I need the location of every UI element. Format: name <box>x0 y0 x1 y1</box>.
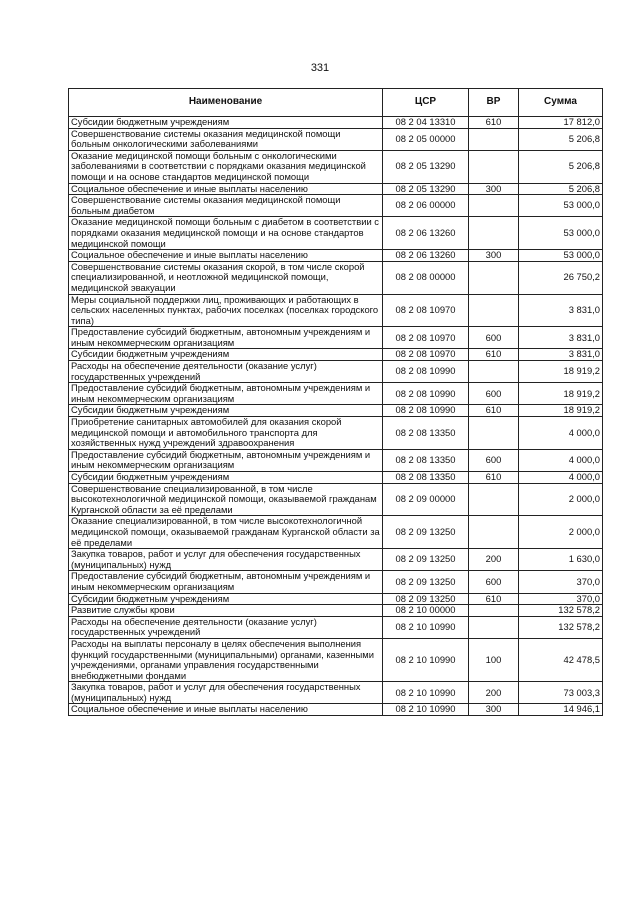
csr-cell: 08 2 09 13250 <box>383 549 469 571</box>
name-cell: Меры социальной поддержки лиц, проживающих и работающих в сельских населенных пунктах, рабочих поселках (поселках городского типа) <box>69 294 383 327</box>
name-cell: Совершенствование специализированной, в том числе высокотехнологичной медицинской помощи, оказываемой гражданам Курганской области за её пределами <box>69 483 383 516</box>
sum-cell: 370,0 <box>519 593 603 605</box>
vr-cell <box>469 261 519 294</box>
table-row <box>69 383 603 405</box>
sum-cell: 18 919,2 <box>519 383 603 405</box>
sum-cell: 3 831,0 <box>519 294 603 327</box>
csr-cell: 08 2 09 00000 <box>383 483 469 516</box>
vr-cell <box>469 605 519 617</box>
budget-table <box>68 88 603 716</box>
name-cell: Социальное обеспечение и иные выплаты населению <box>69 704 383 716</box>
table-body <box>69 117 603 716</box>
name-cell: Субсидии бюджетным учреждениям <box>69 405 383 417</box>
csr-cell: 08 2 08 13350 <box>383 449 469 471</box>
sum-cell: 4 000,0 <box>519 417 603 450</box>
table-row <box>69 250 603 262</box>
name-cell: Расходы на обеспечение деятельности (оказание услуг) государственных учреждений <box>69 361 383 383</box>
vr-cell <box>469 217 519 250</box>
name-cell: Закупка товаров, работ и услуг для обеспечения государственных (муниципальных) нужд <box>69 682 383 704</box>
name-cell: Закупка товаров, работ и услуг для обеспечения государственных (муниципальных) нужд <box>69 549 383 571</box>
csr-cell: 08 2 06 00000 <box>383 195 469 217</box>
sum-cell: 17 812,0 <box>519 117 603 129</box>
name-cell: Предоставление субсидий бюджетным, автономным учреждениям и иным некоммерческим организациям <box>69 449 383 471</box>
name-cell: Субсидии бюджетным учреждениям <box>69 349 383 361</box>
csr-cell: 08 2 10 00000 <box>383 605 469 617</box>
name-cell: Социальное обеспечение и иные выплаты населению <box>69 183 383 195</box>
sum-cell: 1 630,0 <box>519 549 603 571</box>
vr-cell: 300 <box>469 704 519 716</box>
sum-cell: 132 578,2 <box>519 605 603 617</box>
table-row <box>69 449 603 471</box>
table-row <box>69 361 603 383</box>
sum-cell: 4 000,0 <box>519 472 603 484</box>
csr-cell: 08 2 08 10970 <box>383 294 469 327</box>
sum-cell: 18 919,2 <box>519 361 603 383</box>
name-cell: Совершенствование системы оказания скорой, в том числе скорой специализированной, и неотложной медицинской помощи, медицинской эвакуации <box>69 261 383 294</box>
table-row <box>69 704 603 716</box>
sum-cell: 5 206,8 <box>519 128 603 150</box>
sum-cell: 3 831,0 <box>519 327 603 349</box>
table-row <box>69 349 603 361</box>
name-cell: Оказание специализированной, в том числе высокотехнологичной медицинской помощи, оказываемой гражданам Курганской области за её пределами <box>69 516 383 549</box>
sum-cell: 53 000,0 <box>519 195 603 217</box>
name-cell: Предоставление субсидий бюджетным, автономным учреждениям и иным некоммерческим организациям <box>69 571 383 593</box>
vr-cell: 600 <box>469 383 519 405</box>
page-number: 331 <box>310 62 330 74</box>
sum-cell: 73 003,3 <box>519 682 603 704</box>
table-row <box>69 261 603 294</box>
sum-cell: 53 000,0 <box>519 217 603 250</box>
csr-cell: 08 2 08 00000 <box>383 261 469 294</box>
table-row <box>69 327 603 349</box>
csr-cell: 08 2 05 13290 <box>383 183 469 195</box>
vr-cell: 610 <box>469 472 519 484</box>
name-cell: Субсидии бюджетным учреждениям <box>69 117 383 129</box>
vr-cell: 600 <box>469 327 519 349</box>
name-cell: Предоставление субсидий бюджетным, автономным учреждениям и иным некоммерческим организациям <box>69 327 383 349</box>
vr-cell: 610 <box>469 405 519 417</box>
header-csr: ЦСР <box>383 89 469 117</box>
sum-cell: 3 831,0 <box>519 349 603 361</box>
table-row <box>69 183 603 195</box>
sum-cell: 132 578,2 <box>519 616 603 638</box>
name-cell: Предоставление субсидий бюджетным, автономным учреждениям и иным некоммерческим организациям <box>69 383 383 405</box>
sum-cell: 14 946,1 <box>519 704 603 716</box>
table-row <box>69 483 603 516</box>
csr-cell: 08 2 08 13350 <box>383 417 469 450</box>
csr-cell: 08 2 09 13250 <box>383 593 469 605</box>
vr-cell <box>469 195 519 217</box>
csr-cell: 08 2 09 13250 <box>383 516 469 549</box>
vr-cell <box>469 616 519 638</box>
table-row <box>69 294 603 327</box>
vr-cell <box>469 417 519 450</box>
table-row <box>69 128 603 150</box>
name-cell: Развитие службы крови <box>69 605 383 617</box>
sum-cell: 42 478,5 <box>519 638 603 681</box>
table-row <box>69 195 603 217</box>
sum-cell: 26 750,2 <box>519 261 603 294</box>
vr-cell: 100 <box>469 638 519 681</box>
name-cell: Приобретение санитарных автомобилей для оказания скорой медицинской помощи и автомобильного транспорта для хозяйственных нужд учреждений здравоохранения <box>69 417 383 450</box>
name-cell: Расходы на обеспечение деятельности (оказание услуг) государственных учреждений <box>69 616 383 638</box>
sum-cell: 370,0 <box>519 571 603 593</box>
table-row <box>69 549 603 571</box>
table-row <box>69 682 603 704</box>
header-vr: ВР <box>469 89 519 117</box>
table-row <box>69 571 603 593</box>
csr-cell: 08 2 08 10970 <box>383 327 469 349</box>
name-cell: Оказание медицинской помощи больным с онкологическими заболеваниями в соответствии с порядками оказания медицинской помощи и на основе стандартов медицинской помощи <box>69 150 383 183</box>
sum-cell: 4 000,0 <box>519 449 603 471</box>
csr-cell: 08 2 06 13260 <box>383 217 469 250</box>
table-header-row <box>69 89 603 117</box>
table-row <box>69 217 603 250</box>
vr-cell <box>469 294 519 327</box>
vr-cell: 600 <box>469 571 519 593</box>
sum-cell: 18 919,2 <box>519 405 603 417</box>
name-cell: Расходы на выплаты персоналу в целях обеспечения выполнения функций государственными (муниципальными) органами, казенными учреждениями, органами управления государственными внебюджетными фондами <box>69 638 383 681</box>
vr-cell: 300 <box>469 183 519 195</box>
vr-cell <box>469 361 519 383</box>
sum-cell: 2 000,0 <box>519 483 603 516</box>
vr-cell: 600 <box>469 449 519 471</box>
table-row <box>69 638 603 681</box>
name-cell: Совершенствование системы оказания медицинской помощи больным онкологическими заболеваниями <box>69 128 383 150</box>
vr-cell: 300 <box>469 250 519 262</box>
csr-cell: 08 2 09 13250 <box>383 571 469 593</box>
csr-cell: 08 2 10 10990 <box>383 704 469 716</box>
vr-cell <box>469 516 519 549</box>
table-row <box>69 472 603 484</box>
csr-cell: 08 2 10 10990 <box>383 638 469 681</box>
name-cell: Оказание медицинской помощи больным с диабетом в соответствии с порядками оказания медицинской помощи и на основе стандартов медицинской помощи <box>69 217 383 250</box>
table-row <box>69 516 603 549</box>
csr-cell: 08 2 05 00000 <box>383 128 469 150</box>
table-row <box>69 150 603 183</box>
csr-cell: 08 2 10 10990 <box>383 616 469 638</box>
table-row <box>69 616 603 638</box>
name-cell: Совершенствование системы оказания медицинской помощи больным диабетом <box>69 195 383 217</box>
vr-cell: 610 <box>469 593 519 605</box>
header-name: Наименование <box>69 89 383 117</box>
sum-cell: 5 206,8 <box>519 150 603 183</box>
vr-cell <box>469 483 519 516</box>
name-cell: Субсидии бюджетным учреждениям <box>69 593 383 605</box>
csr-cell: 08 2 05 13290 <box>383 150 469 183</box>
csr-cell: 08 2 08 10990 <box>383 361 469 383</box>
sum-cell: 2 000,0 <box>519 516 603 549</box>
name-cell: Социальное обеспечение и иные выплаты населению <box>69 250 383 262</box>
sum-cell: 5 206,8 <box>519 183 603 195</box>
table-row <box>69 605 603 617</box>
table-row <box>69 417 603 450</box>
table-row <box>69 405 603 417</box>
vr-cell: 610 <box>469 349 519 361</box>
name-cell: Субсидии бюджетным учреждениям <box>69 472 383 484</box>
table-row <box>69 593 603 605</box>
csr-cell: 08 2 06 13260 <box>383 250 469 262</box>
header-sum: Сумма <box>519 89 603 117</box>
csr-cell: 08 2 08 10990 <box>383 383 469 405</box>
vr-cell: 610 <box>469 117 519 129</box>
vr-cell: 200 <box>469 682 519 704</box>
csr-cell: 08 2 08 10990 <box>383 405 469 417</box>
csr-cell: 08 2 08 10970 <box>383 349 469 361</box>
csr-cell: 08 2 10 10990 <box>383 682 469 704</box>
sum-cell: 53 000,0 <box>519 250 603 262</box>
csr-cell: 08 2 04 13310 <box>383 117 469 129</box>
csr-cell: 08 2 08 13350 <box>383 472 469 484</box>
vr-cell: 200 <box>469 549 519 571</box>
vr-cell <box>469 150 519 183</box>
table-row <box>69 117 603 129</box>
vr-cell <box>469 128 519 150</box>
